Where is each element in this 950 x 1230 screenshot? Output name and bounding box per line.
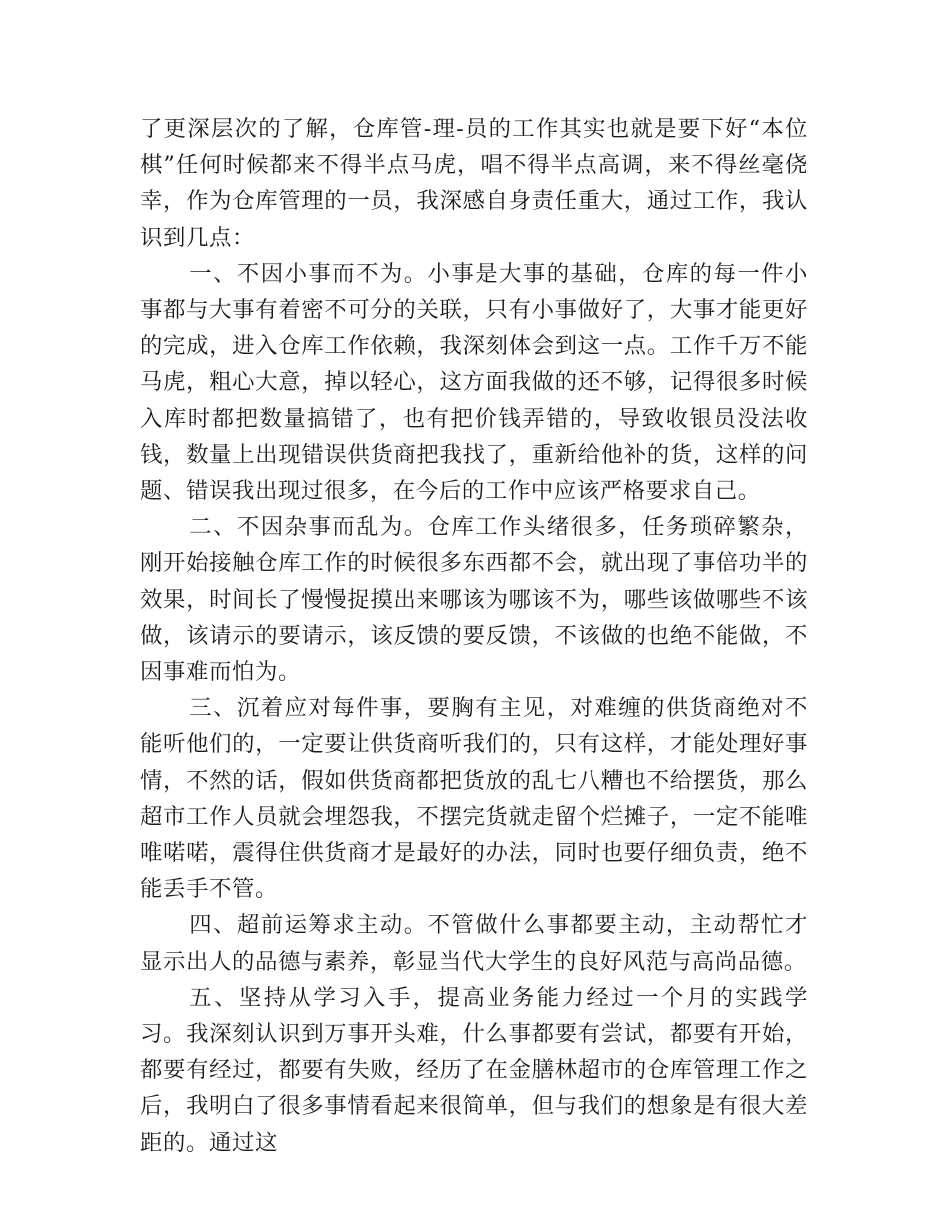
paragraph-point-5: 五、坚持从学习入手，提高业务能力经过一个月的实践学习。我深刻认识到万事开头难，什么事都要有尝试，都要有开始，都要有经过，都要有失败，经历了在金膳林超市的仓库管理工作之后，我明白了很多事情看起来很简单，但与我们的想象是有很大差距的。通过这 [140,984,808,1156]
paragraph-intro: 了更深层次的了解，仓库管-理-员的工作其实也就是要下好“本位棋”任何时候都来不得半点马虎，唱不得半点高调，来不得丝毫侥幸，作为仓库管理的一员，我深感自身责任重大，通过工作，我认识到几点： [140,116,808,251]
paragraph-point-3: 三、沉着应对每件事，要胸有主见，对难缠的供货商绝对不能听他们的，一定要让供货商听我们的，只有这样，才能处理好事情，不然的话，假如供货商都把货放的乱七八糟也不给摆货，那么超市工作人员就会埋怨我，不摆完货就走留个烂摊子，一定不能唯唯喏喏，震得住供货商才是最好的办法，同时也要仔细负责，绝不能丢手不管。 [140,695,808,903]
paragraph-point-4: 四、超前运筹求主动。不管做什么事都要主动，主动帮忙才显示出人的品德与素养，彰显当代大学生的良好风范与高尚品德。 [140,912,808,975]
paragraph-point-2: 二、不因杂事而乱为。仓库工作头绪很多，任务琐碎繁杂，刚开始接触仓库工作的时候很多东西都不会，就出现了事倍功半的效果，时间长了慢慢捉摸出来哪该为哪该不为，哪些该做哪些不该做，该请示的要请示，该反馈的要反馈，不该做的也绝不能做，不因事难而怕为。 [140,514,808,686]
document-body [140,111,808,1161]
paragraph-point-1: 一、不因小事而不为。小事是大事的基础，仓库的每一件小事都与大事有着密不可分的关联，只有小事做好了，大事才能更好的完成，进入仓库工作依赖，我深刻体会到这一点。工作千万不能马虎，粗心大意，掉以轻心，这方面我做的还不够，记得很多时候入库时都把数量搞错了，也有把价钱弄错的，导致收银员没法收钱，数量上出现错误供货商把我找了，重新给他补的货，这样的问题、错误我出现过很多，在今后的工作中应该严格要求自己。 [140,260,808,505]
